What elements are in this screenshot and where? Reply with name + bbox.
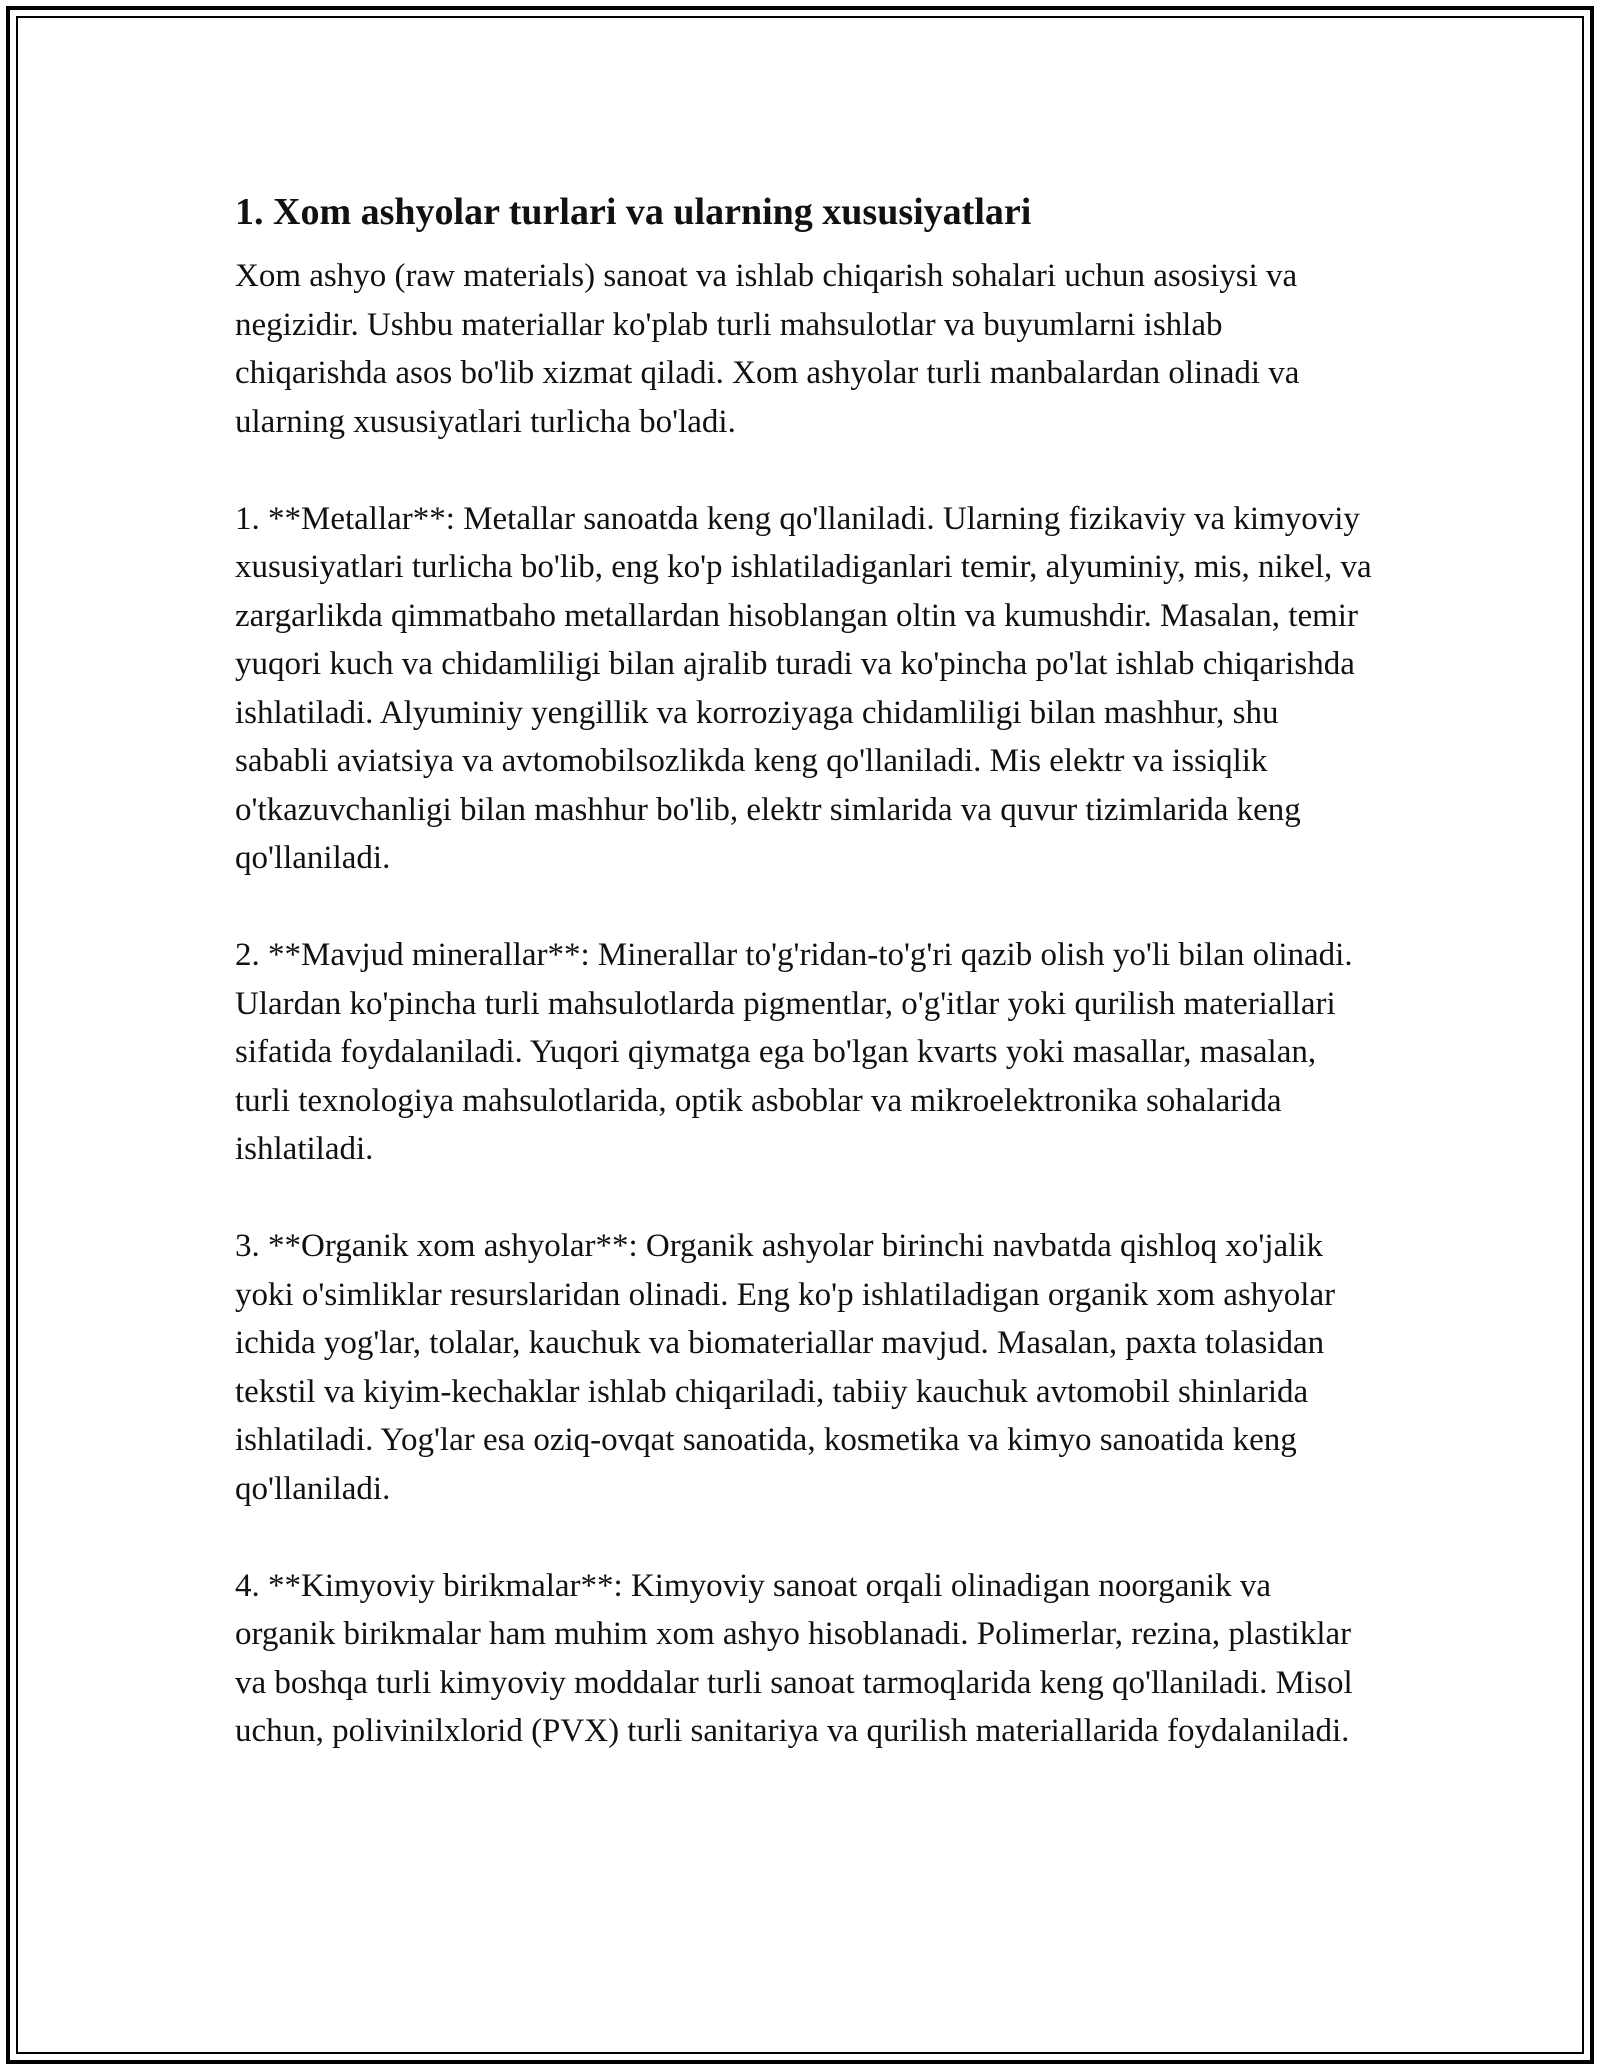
paragraph-organic: 3. **Organik xom ashyolar**: Organik ashyolar birinchi navbatda qishloq xo'jalik yoki o'simliklar resurslaridan olinadi. Eng ko'p ishlatiladigan organik xom ashyolar ichida yog'lar, tolalar, kauchuk va biomateriallar mavjud. Masalan, paxta tolasidan tekstil va kiyim-kechaklar ishlab chiqariladi, tabiiy kauchuk avtomobil shinlarida ishlatiladi. Yog'lar esa oziq-ovqat sanoatida, kosmetika va kimyo sanoatida keng qo'llaniladi. xyxy=(235,1228,1336,1507)
paragraph-chemical: 4. **Kimyoviy birikmalar**: Kimyoviy sanoat orqali olinadigan noorganik va organik birikmalar ham muhim xom ashyo hisoblanadi. Polimerlar, rezina, plastiklar va boshqa turli kimyoviy moddalar turli sanoat tarmoqlarida keng qo'llaniladi. Misol uchun, polivinilxlorid (PVX) turli sanitariya va qurilish materiallarida foydalaniladi. xyxy=(235,1567,1353,1749)
document-body xyxy=(235,186,1375,1804)
paragraph-intro: Xom ashyo (raw materials) sanoat va ishlab chiqarish sohalari uchun asosiysi va negizidir. Ushbu materiallar ko'plab turli mahsulotlar va buyumlarni ishlab chiqarishda asos bo'lib xizmat qiladi. Xom ashyolar turli manbalardan olinadi va ularning xususiyatlari turlicha bo'ladi. xyxy=(235,258,1300,440)
paragraph-minerals: 2. **Mavjud minerallar**: Minerallar to'g'ridan-to'g'ri qazib olish yo'li bilan olinadi. Ulardan ko'pincha turli mahsulotlarda pigmentlar, o'g'itlar yoki qurilish materiallari sifatida foydalaniladi. Yuqori qiymatga ega bo'lgan kvarts yoki masallar, masalan, turli texnologiya mahsulotlarida, optik asboblar va mikroelektronika sohalarida ishlatiladi. xyxy=(235,937,1353,1167)
document-title: 1. Xom ashyolar turlari va ularning xususiyatlari xyxy=(235,191,1032,233)
paragraph-metals: 1. **Metallar**: Metallar sanoatda keng qo'llaniladi. Ularning fizikaviy va kimyoviy xususiyatlari turlicha bo'lib, eng ko'p ishlatiladiganlari temir, alyuminiy, mis, nikel, va zargarlikda qimmatbaho metallardan hisoblangan oltin va kumushdir. Masalan, temir yuqori kuch va chidamliligi bilan ajralib turadi va ko'pincha po'lat ishlab chiqarishda ishlatiladi. Alyuminiy yengillik va korroziyaga chidamliligi bilan mashhur, shu sababli aviatsiya va avtomobilsozlikda keng qo'llaniladi. Mis elektr va issiqlik o'tkazuvchanligi bilan mashhur bo'lib, elektr simlarida va quvur tizimlarida keng qo'llaniladi. xyxy=(235,500,1372,876)
